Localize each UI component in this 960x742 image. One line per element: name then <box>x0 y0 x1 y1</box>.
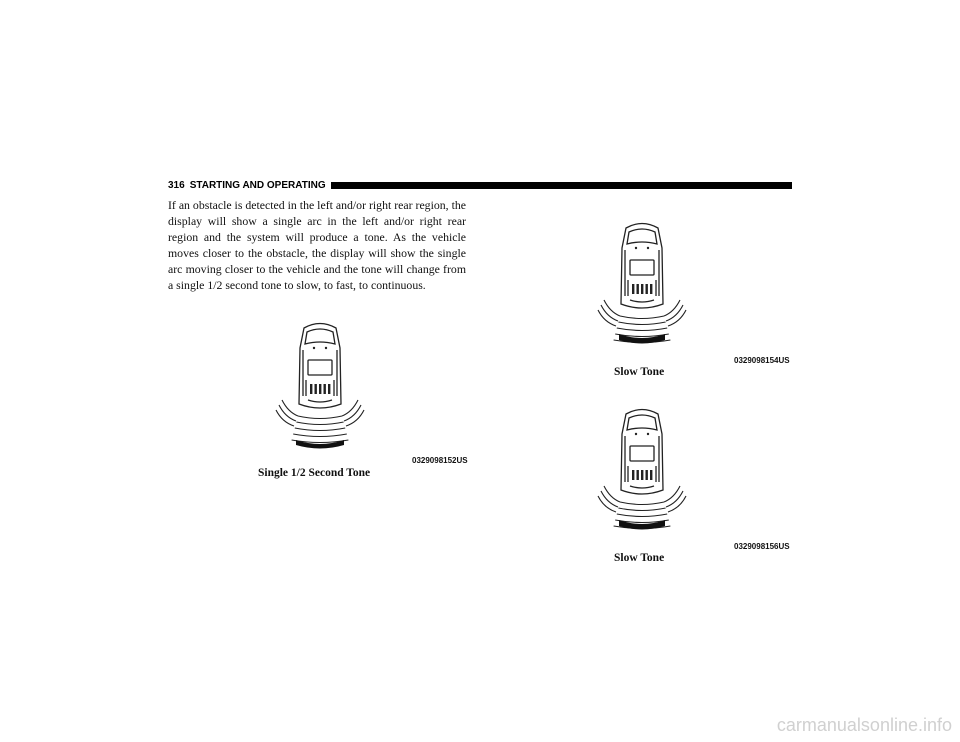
figure-slow-tone-2 <box>592 404 802 569</box>
page-number: 316 <box>168 179 185 191</box>
vehicle-top-view <box>299 324 341 409</box>
vehicle-top-view <box>621 410 663 495</box>
figure-caption: Single 1/2 Second Tone <box>258 467 371 479</box>
vehicle-top-view <box>621 224 663 309</box>
rear-sensor-arcs <box>292 416 349 443</box>
corner-sensor-arcs <box>598 486 686 512</box>
corner-sensor-arcs <box>598 300 686 326</box>
figure-code: 0329098156US <box>734 542 790 551</box>
parking-sensor-diagram <box>270 318 370 450</box>
figure-code: 0329098154US <box>734 356 790 365</box>
page-header <box>168 178 792 192</box>
figure-caption: Slow Tone <box>614 366 665 378</box>
corner-sensor-arcs <box>276 400 364 426</box>
parking-sensor-diagram <box>592 218 692 350</box>
watermark: carmanualsonline.info <box>776 715 952 735</box>
body-paragraph: If an obstacle is detected in the left and/or right rear region, the display will show a single arc in the left and/or right rear region and the system will produce a tone. As the vehicle moves closer to the obstacle, the display will show the single arc moving closer to the vehicle and the tone will change from a single 1/2 second tone to slow, to fast, to continuous. <box>168 198 466 292</box>
figure-single-tone <box>258 318 480 488</box>
figure-slow-tone-1 <box>592 218 802 383</box>
figure-code: 0329098152US <box>412 456 468 465</box>
header-rule <box>331 182 792 189</box>
parking-sensor-diagram <box>592 404 692 536</box>
figure-caption: Slow Tone <box>614 552 665 564</box>
section-title: STARTING AND OPERATING <box>189 179 326 191</box>
